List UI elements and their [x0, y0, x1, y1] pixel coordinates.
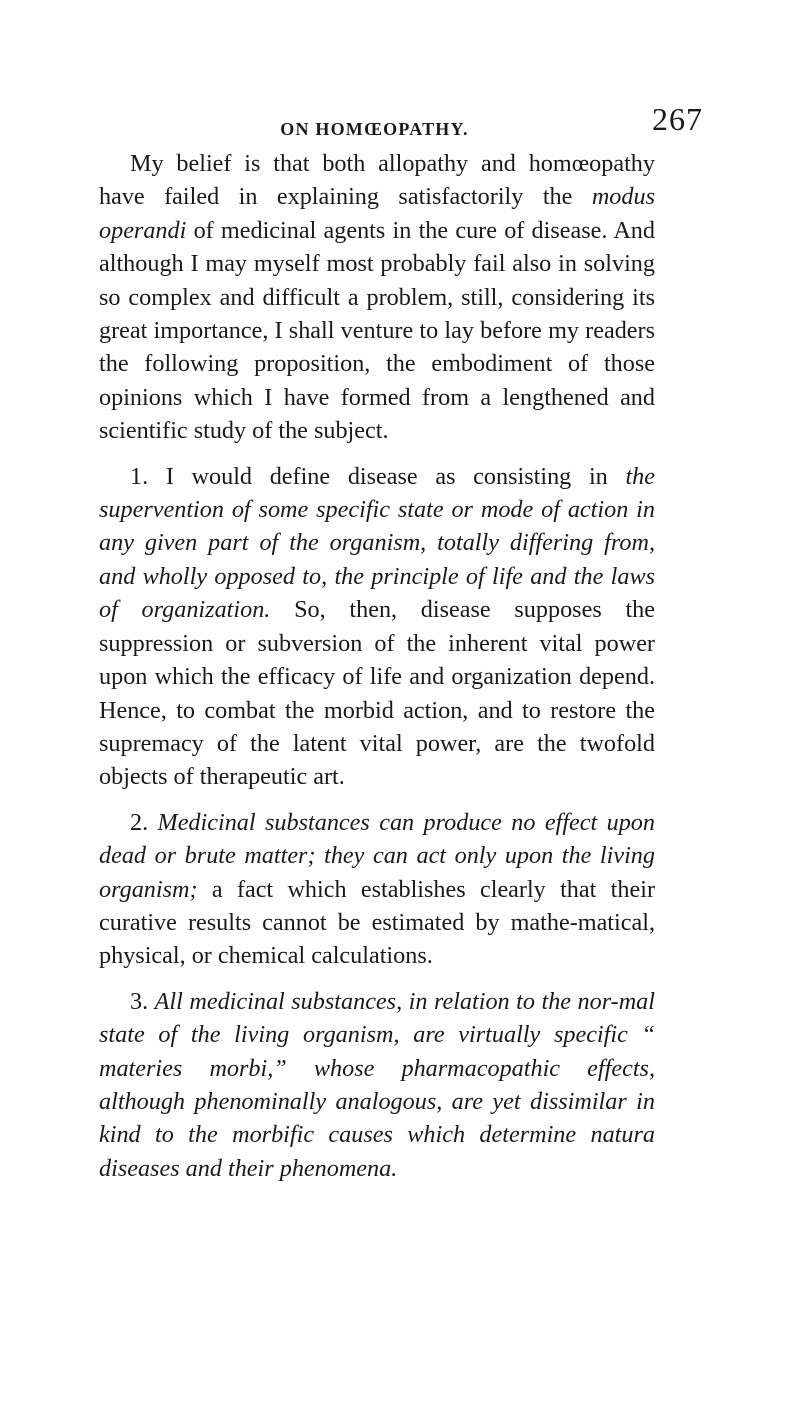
text-run: My belief is that both allopathy and homœopathy have failed in explaining satisfactorily the [99, 150, 655, 211]
proposition-number: 1. [130, 462, 166, 490]
paragraph-proposition-2 [99, 806, 655, 973]
paragraph-intro [99, 147, 655, 448]
italic-run: the supervention of some specific state or mode of action in any given part of the organism, totally differing from, and wholly opposed to, the principle of life and the laws of organization. [99, 462, 655, 624]
italic-run: All medicinal substances, in relation to the nor-mal state of the living organism, are virtually specific “ materies morbi,” whose pharmacopathic effects, although phenominally analogous, are yet dissimilar in kind to the morbific causes which determine natura diseases and their phenomena. [99, 987, 655, 1182]
paragraph-proposition-1 [99, 460, 655, 794]
paragraph-proposition-3 [99, 985, 655, 1185]
page-number: 267 [652, 101, 703, 137]
italic-run: modus operandi [99, 183, 655, 244]
text-run: I would define disease as consisting in [165, 462, 626, 490]
running-head: ON HOMŒOPATHY. [280, 119, 469, 139]
page-header [99, 100, 703, 144]
text-run: a fact which establishes clearly that their curative results cannot be estimated by mathe-matical, physical, or chemical calculations. [99, 875, 655, 970]
italic-run: Medicinal substances can produce no effect upon dead or brute matter; they can act only upon the living organism; [99, 808, 655, 903]
text-run: So, then, disease supposes the suppression or subversion of the inherent vital power upon which the efficacy of life and organization depend. Hence, to combat the morbid action, and to restore the supremacy of the latent vital power, are the twofold objects of therapeutic art. [99, 596, 656, 791]
body-text [99, 147, 655, 1185]
proposition-number: 3. [130, 987, 155, 1015]
proposition-number: 2. [130, 808, 158, 836]
text-run: of medicinal agents in the cure of disease. And although I may myself most probably fail also in solving so complex and difficult a problem, still, considering its great importance, I shall venture to lay before my readers the following proposition, the embodiment of those opinions which I have formed from a lengthened and scientific study of the subject. [99, 216, 655, 445]
